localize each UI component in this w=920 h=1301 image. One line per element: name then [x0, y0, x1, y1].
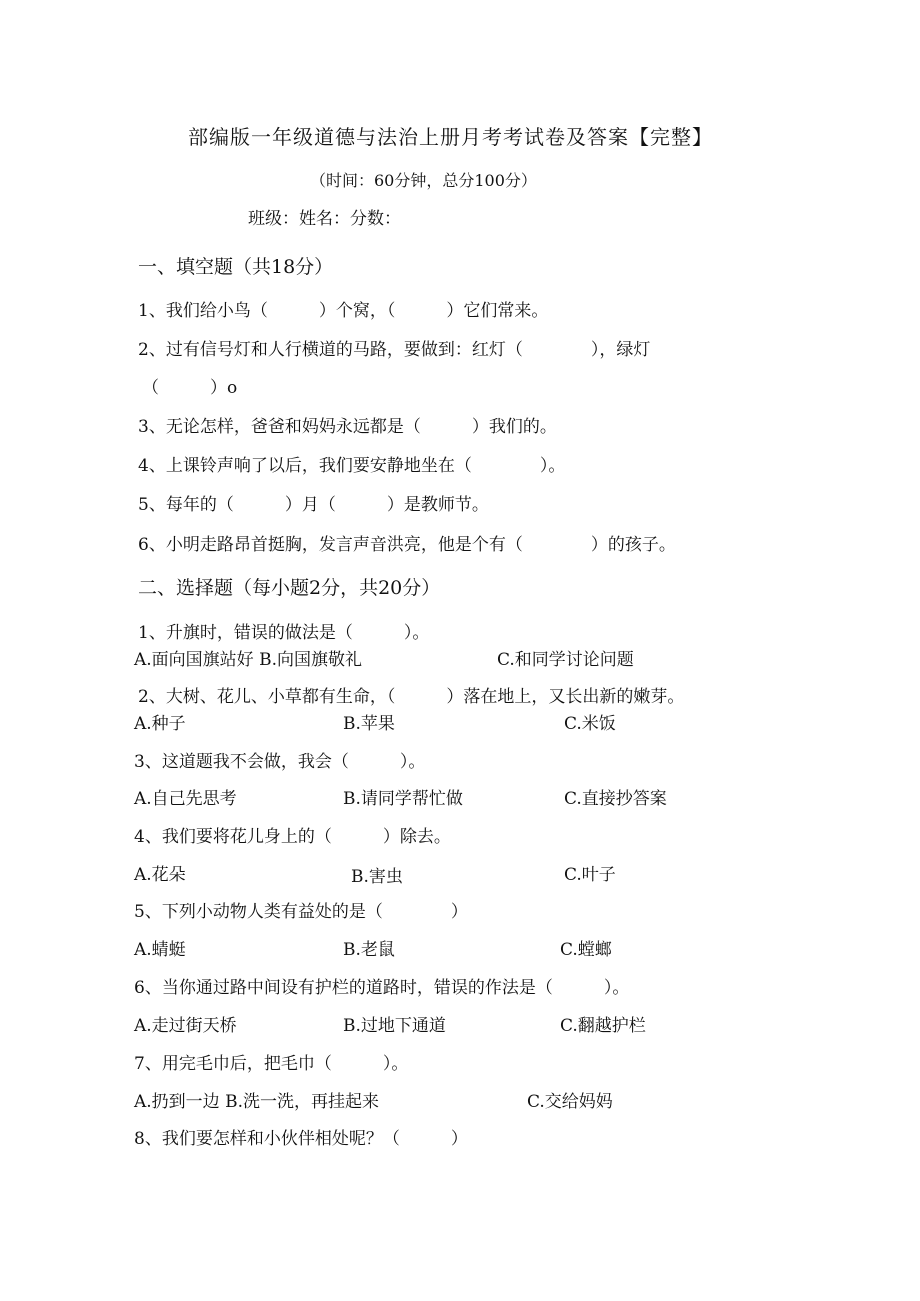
option-c: C.米饭	[564, 714, 616, 734]
option-c: C.和同学讨论问题	[497, 650, 634, 670]
fill-blank-item: 3、无论怎样，爸爸和妈妈永远都是（ ）我们的。	[138, 417, 557, 437]
fill-blank-item: 1、我们给小鸟（ ）个窝，（ ）它们常来。	[138, 301, 549, 321]
option-a: A.种子	[134, 714, 186, 734]
fill-blank-item: 6、小明走路昂首挺胸，发言声音洪亮，他是个有（ ）的孩子。	[138, 535, 676, 555]
exam-subtitle: （时间：60分钟，总分100分）	[310, 171, 537, 190]
option-a: A.面向国旗站好 B.向国旗敬礼	[134, 650, 362, 670]
option-c: C.叶子	[564, 865, 616, 885]
option-a: A.花朵	[134, 865, 186, 885]
option-c: C.交给妈妈	[527, 1092, 613, 1112]
question-text: 1、升旗时，错误的做法是（ ）。	[138, 623, 430, 643]
option-b: B.请同学帮忙做	[343, 789, 463, 809]
question-text: 6、当你通过路中间设有护栏的道路时，错误的作法是（ ）。	[134, 978, 630, 998]
question-text: 5、下列小动物人类有益处的是（ ）	[134, 902, 468, 922]
fill-blank-item-continued: （ ）o	[142, 378, 238, 398]
section-heading-fill-blank: 一、填空题（共18分）	[138, 256, 334, 278]
option-a: A.扔到一边 B.洗一洗，再挂起来	[134, 1092, 379, 1112]
fill-blank-item: 5、每年的（ ）月（ ）是教师节。	[138, 495, 489, 515]
exam-title: 部编版一年级道德与法治上册月考考试卷及答案【完整】	[188, 125, 713, 149]
option-b: B.老鼠	[343, 940, 395, 960]
option-c: C.直接抄答案	[564, 789, 667, 809]
question-text: 7、用完毛巾后，把毛巾（ ）。	[134, 1054, 409, 1074]
option-c: C.翻越护栏	[560, 1016, 646, 1036]
question-text: 8、我们要怎样和小伙伴相处呢？（ ）	[134, 1129, 468, 1149]
option-b: B.苹果	[343, 714, 395, 734]
student-info-line: 班级：姓名：分数：	[248, 209, 401, 229]
option-a: A.自己先思考	[134, 789, 237, 809]
question-text: 4、我们要将花儿身上的（ ）除去。	[134, 827, 451, 847]
fill-blank-item: 2、过有信号灯和人行横道的马路，要做到：红灯（ ），绿灯	[138, 340, 651, 360]
question-text: 3、这道题我不会做，我会（ ）。	[134, 752, 426, 772]
option-a: A.走过街天桥	[134, 1016, 237, 1036]
option-b: B.害虫	[351, 867, 403, 887]
question-text: 2、大树、花儿、小草都有生命，（ ）落在地上，又长出新的嫩芽。	[138, 687, 685, 707]
option-a: A.蜻蜓	[134, 940, 186, 960]
fill-blank-item: 4、上课铃声响了以后，我们要安静地坐在（ ）。	[138, 456, 566, 476]
section-heading-multiple-choice: 二、选择题（每小题2分，共20分）	[138, 577, 441, 599]
option-b: B.过地下通道	[343, 1016, 446, 1036]
option-c: C.螳螂	[560, 940, 612, 960]
